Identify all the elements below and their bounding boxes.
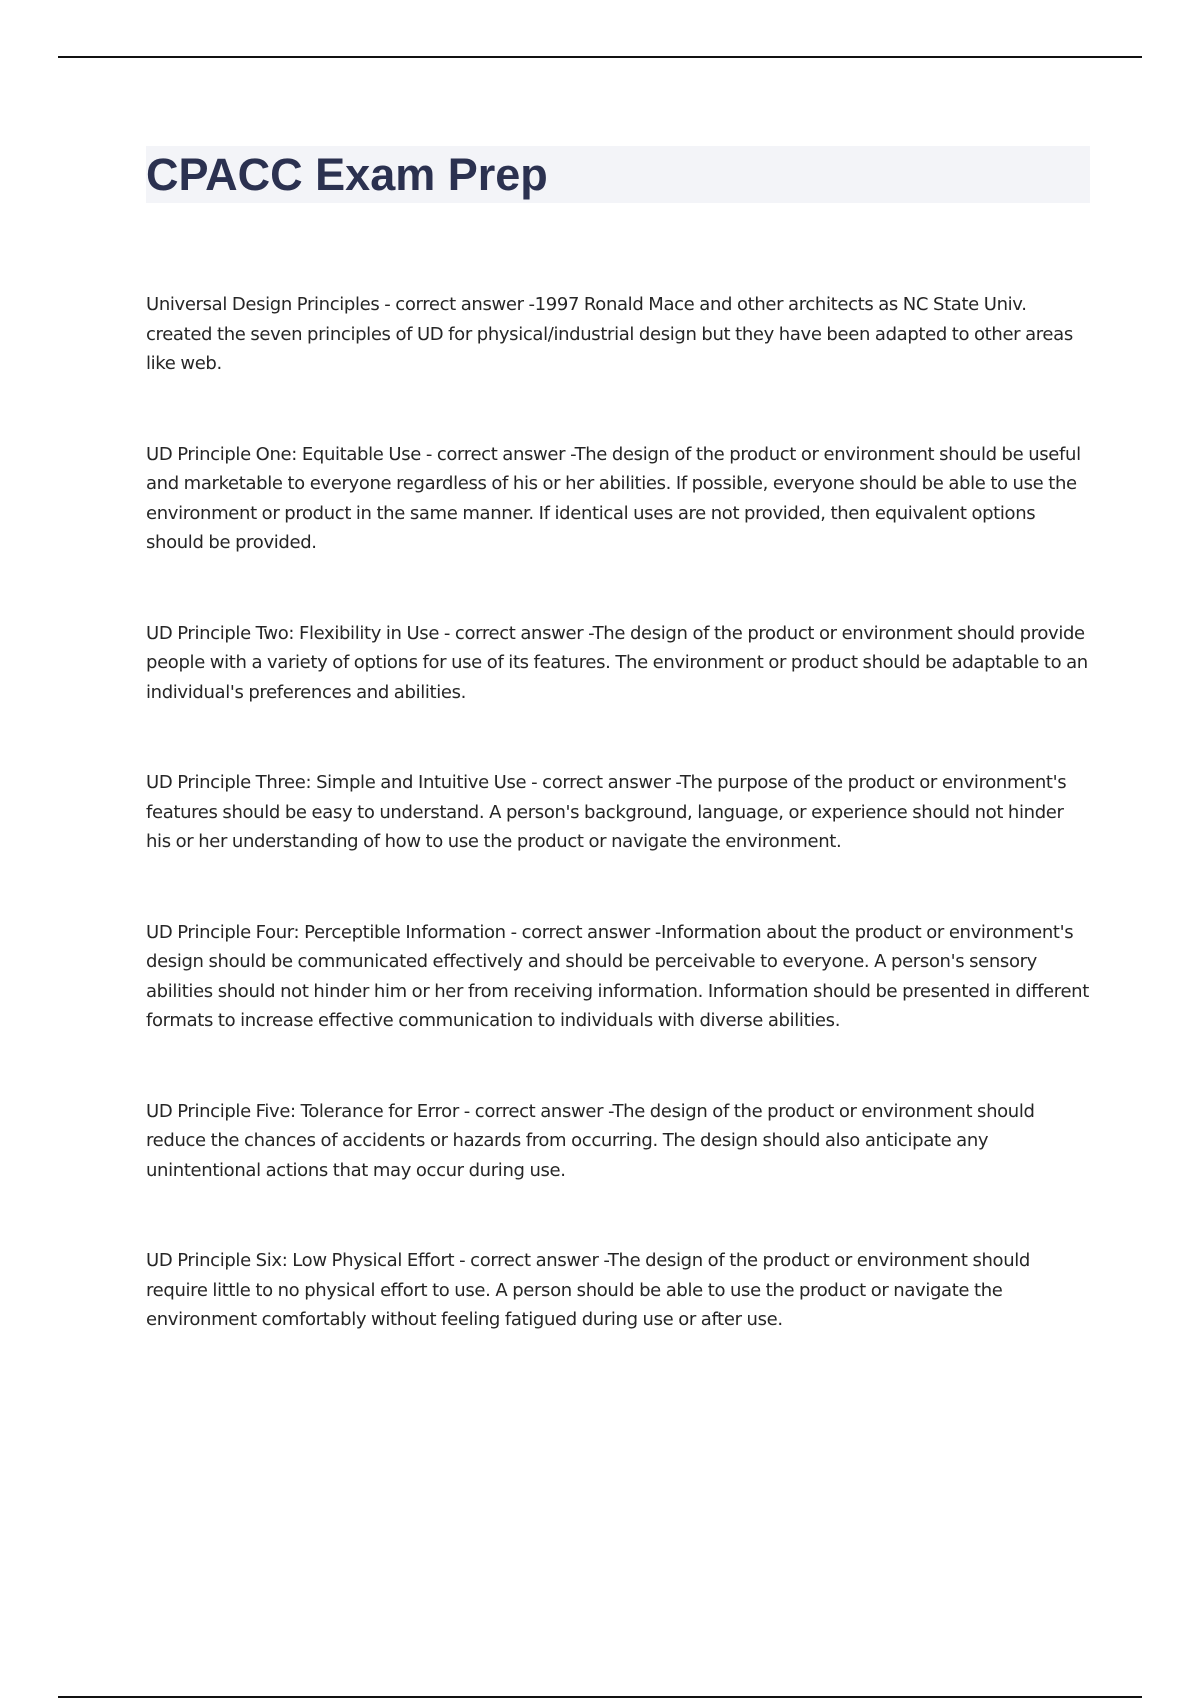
bottom-rule xyxy=(58,1696,1142,1698)
top-rule xyxy=(58,56,1142,58)
flashcard-universal-design-principles: Universal Design Principles - correct answer -1997 Ronald Mace and other architects as NC State Univ. created the seven principles of UD for physical/industrial design but they have been adapted to other areas like web. xyxy=(146,294,1073,374)
title-band xyxy=(146,146,1090,203)
flashcard-principle-two: UD Principle Two: Flexibility in Use - correct answer -The design of the product or environment should provide people with a variety of options for use of its features. The environment or product should be adaptable to an individual's preferences and abilities. xyxy=(146,622,1088,703)
flashcard-list xyxy=(146,290,1090,1396)
flashcard-principle-five: UD Principle Five: Tolerance for Error - correct answer -The design of the product or environment should reduce the chances of accidents or hazards from occurring. The design should also anticipate any unintentional actions that may occur during use. xyxy=(146,1100,1035,1181)
flashcard-principle-four: UD Principle Four: Perceptible Information - correct answer -Information about the product or environment's design should be communicated effectively and should be perceivable to everyone. A person's sensory abilities should not hinder him or her from receiving information. Information should be presented in different formats to increase effective communication to individuals with diverse abilities. xyxy=(146,921,1089,1031)
flashcard-principle-three: UD Principle Three: Simple and Intuitive Use - correct answer -The purpose of the product or environment's features should be easy to understand. A person's background, language, or experience should not hinder his or her understanding of how to use the product or navigate the environment. xyxy=(146,772,1067,852)
page-title: CPACC Exam Prep xyxy=(146,149,548,200)
flashcard-principle-one: UD Principle One: Equitable Use - correct answer -The design of the product or environment should be useful and marketable to everyone regardless of his or her abilities. If possible, everyone should be able to use the environment or product in the same manner. If identical uses are not provided, then equivalent options should be provided. xyxy=(146,443,1081,553)
flashcard-principle-six: UD Principle Six: Low Physical Effort - correct answer -The design of the product or environment should require little to no physical effort to use. A person should be able to use the product or navigate the environment comfortably without feeling fatigued during use or after use. xyxy=(146,1250,1030,1330)
